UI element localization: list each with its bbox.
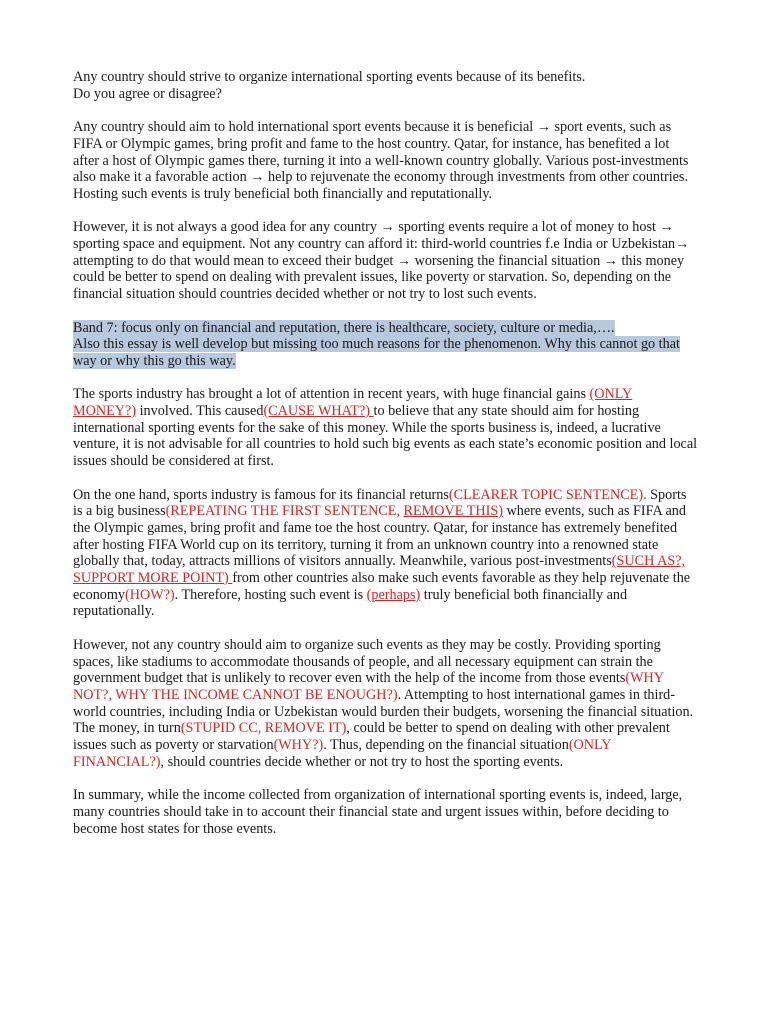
essay-text: . Therefore, hosting such event is — [174, 586, 367, 603]
correction-comment: (ONLY FINANCIAL?) — [73, 737, 611, 770]
essay-text: truly beneficial both financially and reputationally. — [73, 586, 628, 620]
essay-body-paragraph-2 — [73, 637, 698, 771]
correction-comment: (SUCH AS?, SUPPORT MORE POINT) — [73, 553, 686, 587]
band-feedback — [73, 320, 698, 370]
correction-comment: REMOVE THIS) — [403, 503, 503, 520]
prompt-question: Any country should strive to organize international sporting events because of its benefits. — [73, 69, 586, 85]
band-feedback-line-2: Also this essay is well develop but missing too much reasons for the phenomenon. Why this cannot go that way or why this go this way. — [73, 336, 680, 369]
correction-comment: (CLEARER TOPIC SENTENCE). — [448, 486, 647, 503]
essay-text: . Attempting to host international games in third-world countries, including India or Uzbekistan would burden their budgets, worsening the financial situation. The money, in turn — [73, 686, 694, 737]
prompt-instruction: Do you agree or disagree? — [73, 85, 222, 102]
essay-introduction — [73, 386, 698, 470]
essay-prompt — [73, 69, 698, 102]
essay-text: Sports is a big business — [73, 486, 687, 520]
correction-comment: (HOW?) — [125, 586, 175, 603]
essay-text: to believe that any state should aim for hosting international sporting events for the sake of this money. While the sports business is, indeed, a lucrative venture, it is not advisable for all countries to hold such big events as each state’s economic position and local issues should be considered at first. — [73, 403, 698, 470]
essay-text: involved. This caused — [136, 403, 264, 419]
correction-comment: (perhaps) — [366, 586, 421, 603]
essay-text: The sports industry has brought a lot of attention in recent years, with huge financial gains — [73, 386, 590, 403]
essay-text: from other countries also make such events favorable as they help rejuvenate the economy — [73, 570, 691, 603]
correction-comment: (STUPID CC, REMOVE IT) — [180, 720, 347, 737]
correction-comment: (ONLY MONEY?) — [73, 386, 633, 419]
document-body — [73, 69, 698, 854]
outline-paragraph-2: However, it is not always a good idea for any country → sporting events require a lot of money to host → sporting space and equipment. Not any country can afford it: third-world countries f.e India or Uzbekistan→ attempting to do that would mean to exceed their budget → worsening the financial situation → this money could be better to spend on dealing with prevalent issues, like poverty or starvation. So, depending on the financial situation should countries decided whether or not try to lost such events. — [73, 219, 690, 303]
essay-text: , should countries decide whether or not try to host the sporting events. — [160, 753, 564, 770]
outline-paragraph-1: Any country should aim to hold international sport events because it is beneficial → sport events, such as FIFA or Olympic games, bring profit and fame to the host country. Qatar, for instance, has benefited a lot after a host of Olympic games there, turning it into a well-known country globally. Various post-investments also make it a favorable action → help to rejuvenate the economy through investments from other countries. Hosting such events is truly beneficial both financially and reputationally. — [73, 119, 689, 202]
essay-text: , could be better to spend on dealing with other prevalent issues such as poverty or starvation — [73, 720, 670, 754]
correction-comment: (REPEATING THE FIRST SENTENCE, — [165, 503, 404, 520]
correction-comment: (WHY?) — [273, 737, 324, 754]
band-feedback-line-1: Band 7: focus only on financial and reputation, there is healthcare, society, culture or media,…. — [73, 319, 615, 336]
essay-conclusion: In summary, while the income collected from organization of international sporting events is, indeed, large, many countries should take in to account their financial state and urgent issues within, before deciding to become host states for those events. — [73, 787, 683, 837]
essay-body-paragraph-1 — [73, 487, 698, 621]
essay-text: where events, such as FIFA and the Olympic games, bring profit and fame toe the host country. Qatar, for instance has extremely benefited after hosting FIFA World cup on its territory, turning it from an unknown country into a renowned state globally that, today, attracts millions of visitors annually. Meanwhile, various post-investments — [73, 503, 686, 570]
correction-comment: (CAUSE WHAT?) — [263, 403, 374, 419]
essay-text: On the one hand, sports industry is famous for its financial returns — [73, 486, 449, 503]
essay-text: . Thus, depending on the financial situation — [323, 737, 569, 754]
correction-comment: (WHY NOT?, WHY THE INCOME CANNOT BE ENOUGH?) — [73, 670, 664, 703]
essay-text: However, not any country should aim to organize such events as they may be costly. Providing sporting spaces, like stadiums to accommodate thousands of people, and all necessary equipment can strain the government budget that is unlikely to recover even with the help of the income from those events — [73, 636, 661, 687]
